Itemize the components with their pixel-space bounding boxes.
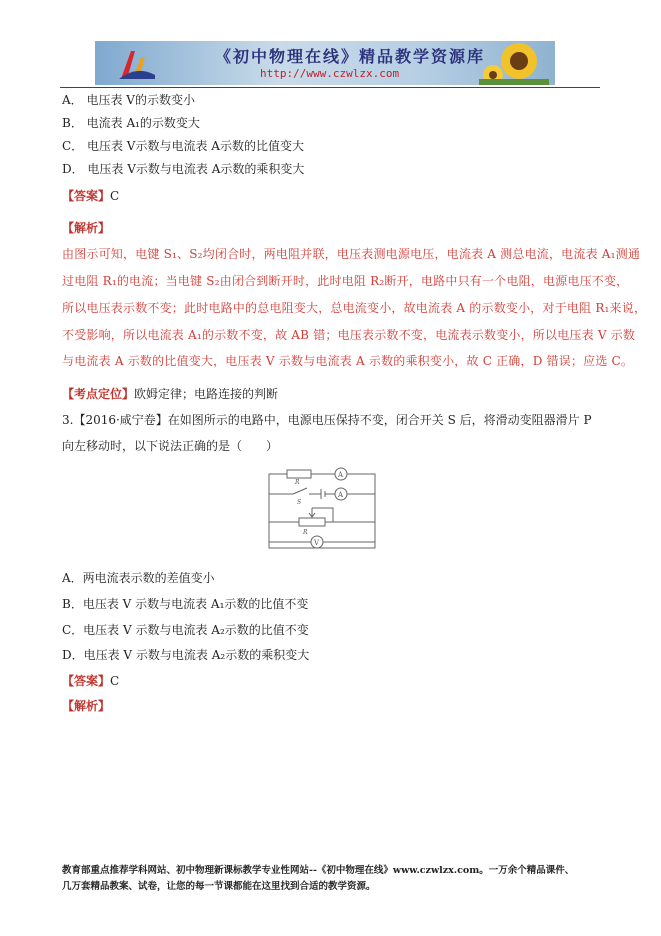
q2-analysis-line: 不受影响，所以电流表 A₁的示数不变，故 AB 错；电压表示数不变，电流表示数变小，所以电压表 V 示数 (62, 328, 636, 342)
header-banner (95, 41, 555, 85)
q3-answer-label: 【答案】 (62, 674, 111, 688)
q2-analysis-line: 所以电压表示数不变；此时电路中的总电阻变大，总电流变小，故电流表 A 的示数变小，对于电阻 R₁来说， (62, 301, 647, 315)
q2-kaodian-label: 【考点定位】 (62, 387, 135, 401)
q3-answer-value: C (110, 674, 120, 688)
svg-text:V: V (314, 539, 320, 547)
banner-url[interactable]: http://www.czwlzx.com (260, 67, 400, 80)
q2-option-b: B． 电流表 A₁的示数变大 (62, 116, 200, 130)
circuit-diagram (263, 464, 383, 550)
q3-stem-line2: 向左移动时，以下说法正确的是（ ） (62, 439, 279, 453)
svg-text:R: R (295, 479, 300, 486)
svg-text:A: A (338, 491, 344, 499)
q2-answer-value: C (110, 189, 120, 203)
footer-line: 几万套精品教案、试卷，让您的每一节课都能在这里找到合适的教学资源。 (62, 881, 376, 892)
q2-analysis-line: 与电流表 A 示数的比值变大，电压表 V 示数与电流表 A 示数的乘积变小，故 C 正确，D 错误；应选 C。 (62, 354, 634, 368)
header-rule (60, 87, 600, 88)
site-logo-icon (117, 45, 157, 81)
q2-option-a: A． 电压表 V的示数变小 (62, 93, 195, 107)
q3-answer (62, 672, 119, 689)
sunflower-icon (479, 41, 549, 85)
q3-option-c: C．电压表 V 示数与电流表 A₂示数的比值不变 (62, 623, 309, 637)
q2-answer-label: 【答案】 (62, 189, 111, 203)
q2-answer (62, 187, 119, 204)
q3-option-d: D．电压表 V 示数与电流表 A₂示数的乘积变大 (62, 648, 310, 662)
q2-option-d: D． 电压表 V示数与电流表 A示数的乘积变大 (62, 162, 305, 176)
svg-text:R: R (303, 529, 308, 536)
q2-option-c: C． 电压表 V示数与电流表 A示数的比值变大 (62, 139, 304, 153)
q2-analysis-line: 由图示可知，电键 S₁、S₂均闭合时，两电阻并联，电压表测电源电压，电流表 A 测总电流，电流表 A₁测通 (62, 247, 641, 261)
banner-title: 《初中物理在线》精品教学资源库 (215, 47, 486, 66)
q3-option-a: A．两电流表示数的差值变小 (62, 571, 215, 585)
q2-kaodian (62, 385, 278, 402)
q2-analysis-line: 过电阻 R₁的电流；当电键 S₂由闭合到断开时，此时电阻 R₂断开，电路中只有一个电阻，电源电压不变， (62, 274, 629, 288)
footer-line: 教育部重点推荐学科网站、初中物理新课标教学专业性网站--《初中物理在线》www.czwlzx.com。一万余个精品课件、 (62, 865, 575, 876)
q3-stem-line1: 3.【2016·咸宁卷】在如图所示的电路中，电源电压保持不变，闭合开关 S 后，将滑动变阻器滑片 P (62, 413, 592, 427)
q3-option-b: B．电压表 V 示数与电流表 A₁示数的比值不变 (62, 597, 309, 611)
q2-analysis-label: 【解析】 (62, 221, 111, 235)
q2-kaodian-value: 欧姆定律；电路连接的判断 (134, 387, 279, 401)
svg-text:A: A (338, 471, 344, 479)
svg-text:S: S (297, 499, 302, 506)
q3-analysis-label: 【解析】 (62, 699, 111, 713)
